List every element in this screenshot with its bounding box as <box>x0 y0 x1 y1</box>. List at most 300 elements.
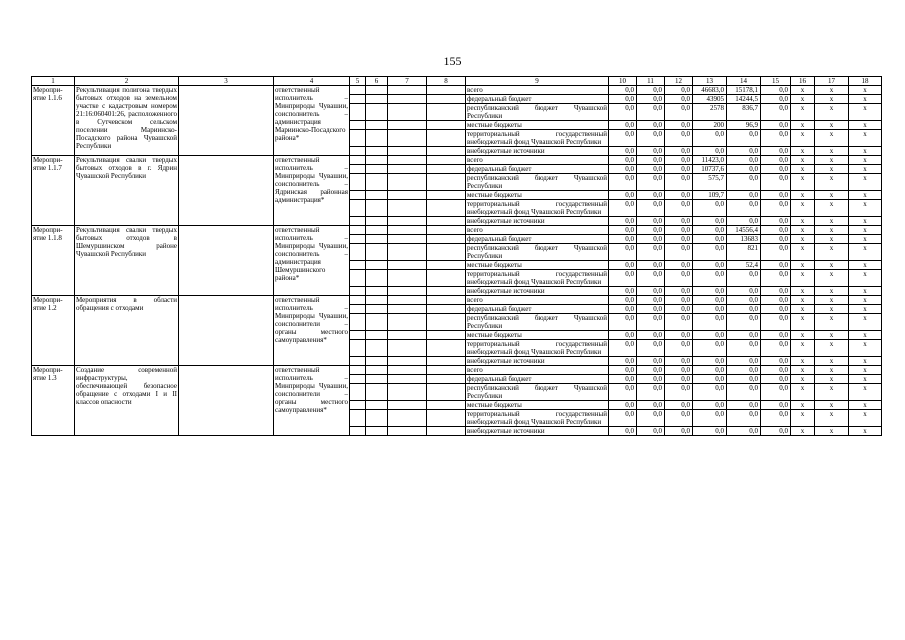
empty-cell <box>388 217 427 226</box>
amount-cell: 0,0 <box>609 410 637 427</box>
amount-cell: 0,0 <box>727 366 761 375</box>
empty-cell <box>388 235 427 244</box>
empty-cell <box>388 375 427 384</box>
amount-cell: 0,0 <box>609 244 637 261</box>
amount-cell: 0,0 <box>761 226 791 235</box>
amount-cell: 0,0 <box>693 331 727 340</box>
empty-cell <box>366 410 388 427</box>
x-mark-cell: x <box>849 331 882 340</box>
empty-cell <box>366 340 388 357</box>
amount-cell: 0,0 <box>727 331 761 340</box>
amount-cell: 15178,1 <box>727 86 761 95</box>
column-number: 14 <box>727 77 761 86</box>
empty-cell <box>350 287 366 296</box>
empty-cell <box>388 200 427 217</box>
x-mark-cell: x <box>849 314 882 331</box>
amount-cell: 52,4 <box>727 261 761 270</box>
amount-cell: 0,0 <box>637 314 665 331</box>
page-number: 155 <box>443 54 462 68</box>
empty-cell <box>366 156 388 165</box>
amount-cell: 0,0 <box>609 165 637 174</box>
empty-cell <box>427 130 466 147</box>
funding-source: территориальный государственный внебюджетный фонд Чувашской Республики <box>467 340 607 356</box>
amount-cell: 0,0 <box>637 174 665 191</box>
empty-cell <box>366 331 388 340</box>
amount-cell: 0,0 <box>761 305 791 314</box>
x-mark-cell: x <box>849 121 882 130</box>
empty-cell <box>427 86 466 95</box>
amount-cell: 0,0 <box>637 331 665 340</box>
amount-cell: 0,0 <box>665 366 693 375</box>
x-mark-cell: x <box>849 104 882 121</box>
amount-cell: 0,0 <box>609 287 637 296</box>
empty-cell <box>427 340 466 357</box>
executor: ответственный исполнитель – Минприроды Чувашии, соисполнитель – администрация Мариинско-Посадского района* <box>274 86 350 156</box>
amount-cell: 0,0 <box>727 401 761 410</box>
amount-cell: 0,0 <box>609 270 637 287</box>
x-mark-cell: x <box>815 121 849 130</box>
x-mark-cell: x <box>849 130 882 147</box>
amount-cell: 0,0 <box>665 314 693 331</box>
empty-cell <box>350 357 366 366</box>
x-mark-cell: x <box>815 130 849 147</box>
amount-cell: 0,0 <box>727 384 761 401</box>
funding-source: местные бюджеты <box>466 401 609 410</box>
column-number: 13 <box>693 77 727 86</box>
column-number: 8 <box>427 77 466 86</box>
amount-cell: 0,0 <box>761 191 791 200</box>
amount-cell: 0,0 <box>761 121 791 130</box>
empty-cell <box>350 217 366 226</box>
column-number: 11 <box>637 77 665 86</box>
amount-cell: 2578 <box>693 104 727 121</box>
amount-cell: 14556,4 <box>727 226 761 235</box>
empty-cell <box>366 226 388 235</box>
amount-cell: 0,0 <box>693 130 727 147</box>
funding-source: республиканский бюджет Чувашской Республики <box>467 174 607 190</box>
x-mark-cell: x <box>791 287 815 296</box>
amount-cell: 0,0 <box>637 270 665 287</box>
funding-source: федеральный бюджет <box>466 235 609 244</box>
empty-cell <box>366 235 388 244</box>
x-mark-cell: x <box>849 296 882 305</box>
x-mark-cell: x <box>815 375 849 384</box>
amount-cell: 0,0 <box>665 427 693 436</box>
x-mark-cell: x <box>815 366 849 375</box>
empty-cell <box>366 384 388 401</box>
amount-cell: 0,0 <box>665 287 693 296</box>
activity-description: Рекультивация свалки твердых бытовых отходов в Шемуршинском районе Чувашской Республики <box>75 226 179 296</box>
table-row <box>32 156 882 165</box>
x-mark-cell: x <box>815 287 849 296</box>
amount-cell: 0,0 <box>693 401 727 410</box>
x-mark-cell: x <box>815 191 849 200</box>
funding-source: внебюджетные источники <box>466 357 609 366</box>
amount-cell: 0,0 <box>637 226 665 235</box>
amount-cell: 0,0 <box>727 191 761 200</box>
amount-cell: 0,0 <box>665 130 693 147</box>
empty-cell <box>388 427 427 436</box>
amount-cell: 0,0 <box>637 375 665 384</box>
empty-cell <box>388 270 427 287</box>
empty-cell <box>350 314 366 331</box>
amount-cell: 0,0 <box>761 287 791 296</box>
funding-source: территориальный государственный внебюджетный фонд Чувашской Республики <box>467 410 607 426</box>
x-mark-cell: x <box>849 366 882 375</box>
x-mark-cell: x <box>849 217 882 226</box>
empty-cell <box>366 86 388 95</box>
funding-source: федеральный бюджет <box>466 165 609 174</box>
amount-cell: 0,0 <box>693 340 727 357</box>
amount-cell: 0,0 <box>637 130 665 147</box>
funding-source: всего <box>466 86 609 95</box>
amount-cell: 0,0 <box>693 314 727 331</box>
empty-cell <box>427 200 466 217</box>
empty-cell <box>427 401 466 410</box>
x-mark-cell: x <box>815 226 849 235</box>
amount-cell: 0,0 <box>665 104 693 121</box>
funding-source: внебюджетные источники <box>466 217 609 226</box>
amount-cell: 0,0 <box>693 235 727 244</box>
amount-cell: 0,0 <box>693 270 727 287</box>
empty-cell <box>366 95 388 104</box>
x-mark-cell: x <box>849 86 882 95</box>
x-mark-cell: x <box>849 95 882 104</box>
empty-cell <box>350 121 366 130</box>
amount-cell: 0,0 <box>609 384 637 401</box>
column-number: 17 <box>815 77 849 86</box>
column-number: 16 <box>791 77 815 86</box>
empty-cell <box>388 165 427 174</box>
amount-cell: 0,0 <box>665 270 693 287</box>
amount-cell: 0,0 <box>761 366 791 375</box>
x-mark-cell: x <box>791 296 815 305</box>
amount-cell: 0,0 <box>637 427 665 436</box>
x-mark-cell: x <box>791 401 815 410</box>
x-mark-cell: x <box>815 244 849 261</box>
amount-cell: 0,0 <box>637 384 665 401</box>
empty-cell <box>427 410 466 427</box>
table-row <box>32 226 882 235</box>
funding-source: территориальный государственный внебюджетный фонд Чувашской Республики <box>467 200 607 216</box>
amount-cell: 0,0 <box>609 235 637 244</box>
amount-cell: 14244,5 <box>727 95 761 104</box>
amount-cell: 0,0 <box>609 314 637 331</box>
activity-code: Меропри-ятие 1.1.7 <box>32 156 75 226</box>
empty-cell <box>388 226 427 235</box>
amount-cell: 0,0 <box>665 165 693 174</box>
amount-cell: 0,0 <box>637 95 665 104</box>
empty-cell <box>427 270 466 287</box>
x-mark-cell: x <box>791 156 815 165</box>
target-indicator <box>179 296 274 366</box>
amount-cell: 0,0 <box>727 165 761 174</box>
amount-cell: 0,0 <box>761 244 791 261</box>
empty-cell <box>366 401 388 410</box>
amount-cell: 0,0 <box>761 384 791 401</box>
empty-cell <box>427 121 466 130</box>
amount-cell: 0,0 <box>609 401 637 410</box>
column-number: 1 <box>32 77 75 86</box>
empty-cell <box>427 427 466 436</box>
amount-cell: 0,0 <box>727 156 761 165</box>
amount-cell: 0,0 <box>761 375 791 384</box>
empty-cell <box>366 375 388 384</box>
empty-cell <box>388 384 427 401</box>
amount-cell: 0,0 <box>609 174 637 191</box>
amount-cell: 0,0 <box>761 174 791 191</box>
empty-cell <box>388 340 427 357</box>
column-number: 2 <box>75 77 179 86</box>
x-mark-cell: x <box>815 200 849 217</box>
funding-source: республиканский бюджет Чувашской Республики <box>467 384 607 400</box>
empty-cell <box>427 156 466 165</box>
empty-cell <box>350 410 366 427</box>
amount-cell: 0,0 <box>761 147 791 156</box>
executor: ответственный исполнитель – Минприроды Чувашии, соисполнители – органы местного самоуправления* <box>274 296 350 366</box>
amount-cell: 0,0 <box>693 287 727 296</box>
empty-cell <box>427 147 466 156</box>
funding-source: местные бюджеты <box>466 261 609 270</box>
amount-cell: 0,0 <box>665 244 693 261</box>
amount-cell: 0,0 <box>665 331 693 340</box>
target-indicator <box>179 366 274 436</box>
empty-cell <box>350 156 366 165</box>
amount-cell: 0,0 <box>761 401 791 410</box>
amount-cell: 0,0 <box>761 130 791 147</box>
amount-cell: 0,0 <box>637 261 665 270</box>
table-row <box>32 296 882 305</box>
amount-cell: 0,0 <box>761 296 791 305</box>
empty-cell <box>350 331 366 340</box>
column-number: 18 <box>849 77 882 86</box>
amount-cell: 0,0 <box>665 86 693 95</box>
amount-cell: 0,0 <box>665 235 693 244</box>
amount-cell: 0,0 <box>665 384 693 401</box>
empty-cell <box>388 314 427 331</box>
amount-cell: 0,0 <box>637 340 665 357</box>
x-mark-cell: x <box>849 384 882 401</box>
x-mark-cell: x <box>815 296 849 305</box>
empty-cell <box>388 86 427 95</box>
amount-cell: 0,0 <box>637 244 665 261</box>
funding-source: местные бюджеты <box>466 191 609 200</box>
empty-cell <box>427 384 466 401</box>
empty-cell <box>388 331 427 340</box>
amount-cell: 0,0 <box>727 340 761 357</box>
funding-source: республиканский бюджет Чувашской Республики <box>467 314 607 330</box>
x-mark-cell: x <box>791 200 815 217</box>
empty-cell <box>388 156 427 165</box>
empty-cell <box>427 235 466 244</box>
empty-cell <box>388 95 427 104</box>
amount-cell: 0,0 <box>637 121 665 130</box>
amount-cell: 0,0 <box>609 261 637 270</box>
amount-cell: 0,0 <box>665 340 693 357</box>
target-indicator <box>179 156 274 226</box>
x-mark-cell: x <box>791 384 815 401</box>
empty-cell <box>388 147 427 156</box>
empty-cell <box>427 165 466 174</box>
amount-cell: 0,0 <box>727 217 761 226</box>
table-row <box>32 366 882 375</box>
amount-cell: 0,0 <box>761 427 791 436</box>
column-number: 3 <box>179 77 274 86</box>
amount-cell: 0,0 <box>637 191 665 200</box>
amount-cell: 0,0 <box>761 331 791 340</box>
empty-cell <box>366 261 388 270</box>
x-mark-cell: x <box>791 314 815 331</box>
x-mark-cell: x <box>815 147 849 156</box>
empty-cell <box>350 384 366 401</box>
executor: ответственный исполнитель – Минприроды Чувашии, соисполнитель – Ядринская районная администрация* <box>274 156 350 226</box>
amount-cell: 0,0 <box>609 296 637 305</box>
x-mark-cell: x <box>849 174 882 191</box>
empty-cell <box>366 244 388 261</box>
amount-cell: 13683 <box>727 235 761 244</box>
x-mark-cell: x <box>849 261 882 270</box>
empty-cell <box>366 147 388 156</box>
funding-source: федеральный бюджет <box>466 95 609 104</box>
amount-cell: 0,0 <box>609 331 637 340</box>
amount-cell: 0,0 <box>665 217 693 226</box>
amount-cell: 109,7 <box>693 191 727 200</box>
empty-cell <box>366 427 388 436</box>
amount-cell: 0,0 <box>609 191 637 200</box>
empty-cell <box>350 375 366 384</box>
activity-code: Меропри-ятие 1.1.6 <box>32 86 75 156</box>
executor: ответственный исполнитель – Минприроды Чувашии, соисполнители – органы местного самоуправления* <box>274 366 350 436</box>
funding-source: местные бюджеты <box>466 331 609 340</box>
activity-code: Меропри-ятие 1.3 <box>32 366 75 436</box>
empty-cell <box>350 366 366 375</box>
amount-cell: 0,0 <box>693 410 727 427</box>
amount-cell: 0,0 <box>727 174 761 191</box>
amount-cell: 0,0 <box>693 296 727 305</box>
target-indicator <box>179 86 274 156</box>
amount-cell: 0,0 <box>609 366 637 375</box>
amount-cell: 0,0 <box>727 200 761 217</box>
x-mark-cell: x <box>791 147 815 156</box>
amount-cell: 0,0 <box>637 147 665 156</box>
amount-cell: 0,0 <box>637 401 665 410</box>
empty-cell <box>388 410 427 427</box>
empty-cell <box>388 130 427 147</box>
x-mark-cell: x <box>791 305 815 314</box>
budget-table <box>31 76 882 436</box>
x-mark-cell: x <box>815 235 849 244</box>
amount-cell: 0,0 <box>665 156 693 165</box>
empty-cell <box>427 104 466 121</box>
amount-cell: 0,0 <box>665 357 693 366</box>
empty-cell <box>366 174 388 191</box>
amount-cell: 0,0 <box>727 270 761 287</box>
amount-cell: 46683,0 <box>693 86 727 95</box>
x-mark-cell: x <box>849 410 882 427</box>
amount-cell: 0,0 <box>761 95 791 104</box>
activity-description: Рекультивация полигона твердых бытовых отходов на земельном участке с кадастровым номером 21:16:060401:26, расположенного в Сутчевском сельском поселении Мариинско-Посадского района Чувашской Республики <box>75 86 179 156</box>
x-mark-cell: x <box>849 401 882 410</box>
amount-cell: 0,0 <box>665 191 693 200</box>
x-mark-cell: x <box>791 375 815 384</box>
amount-cell: 11423,0 <box>693 156 727 165</box>
amount-cell: 0,0 <box>637 200 665 217</box>
column-number: 12 <box>665 77 693 86</box>
amount-cell: 0,0 <box>761 314 791 331</box>
amount-cell: 0,0 <box>665 305 693 314</box>
amount-cell: 0,0 <box>637 104 665 121</box>
empty-cell <box>350 296 366 305</box>
empty-cell <box>350 401 366 410</box>
empty-cell <box>350 104 366 121</box>
empty-cell <box>350 165 366 174</box>
funding-source: федеральный бюджет <box>466 305 609 314</box>
amount-cell: 0,0 <box>609 375 637 384</box>
amount-cell: 0,0 <box>761 156 791 165</box>
amount-cell: 0,0 <box>665 121 693 130</box>
amount-cell: 0,0 <box>693 217 727 226</box>
amount-cell: 0,0 <box>609 226 637 235</box>
amount-cell: 0,0 <box>665 147 693 156</box>
x-mark-cell: x <box>791 217 815 226</box>
empty-cell <box>350 244 366 261</box>
amount-cell: 0,0 <box>637 296 665 305</box>
amount-cell: 0,0 <box>761 270 791 287</box>
x-mark-cell: x <box>849 235 882 244</box>
x-mark-cell: x <box>791 427 815 436</box>
amount-cell: 0,0 <box>665 410 693 427</box>
x-mark-cell: x <box>815 357 849 366</box>
x-mark-cell: x <box>815 174 849 191</box>
empty-cell <box>366 200 388 217</box>
empty-cell <box>350 174 366 191</box>
x-mark-cell: x <box>791 270 815 287</box>
empty-cell <box>427 226 466 235</box>
amount-cell: 0,0 <box>761 104 791 121</box>
x-mark-cell: x <box>791 86 815 95</box>
activity-description: Рекультивация свалки твердых бытовых отходов в г. Ядрин Чувашской Республики <box>75 156 179 226</box>
amount-cell: 0,0 <box>637 305 665 314</box>
amount-cell: 0,0 <box>609 200 637 217</box>
amount-cell: 0,0 <box>609 156 637 165</box>
x-mark-cell: x <box>815 401 849 410</box>
x-mark-cell: x <box>849 156 882 165</box>
x-mark-cell: x <box>791 357 815 366</box>
amount-cell: 0,0 <box>637 235 665 244</box>
empty-cell <box>350 305 366 314</box>
amount-cell: 0,0 <box>693 200 727 217</box>
x-mark-cell: x <box>815 165 849 174</box>
empty-cell <box>350 95 366 104</box>
amount-cell: 0,0 <box>637 287 665 296</box>
amount-cell: 0,0 <box>693 244 727 261</box>
amount-cell: 0,0 <box>665 226 693 235</box>
amount-cell: 0,0 <box>693 357 727 366</box>
amount-cell: 0,0 <box>609 217 637 226</box>
amount-cell: 836,7 <box>727 104 761 121</box>
target-indicator <box>179 226 274 296</box>
x-mark-cell: x <box>815 156 849 165</box>
funding-source: внебюджетные источники <box>466 287 609 296</box>
x-mark-cell: x <box>849 340 882 357</box>
column-number: 5 <box>350 77 366 86</box>
column-number: 15 <box>761 77 791 86</box>
empty-cell <box>388 104 427 121</box>
amount-cell: 0,0 <box>609 147 637 156</box>
empty-cell <box>350 340 366 357</box>
x-mark-cell: x <box>849 305 882 314</box>
x-mark-cell: x <box>815 427 849 436</box>
